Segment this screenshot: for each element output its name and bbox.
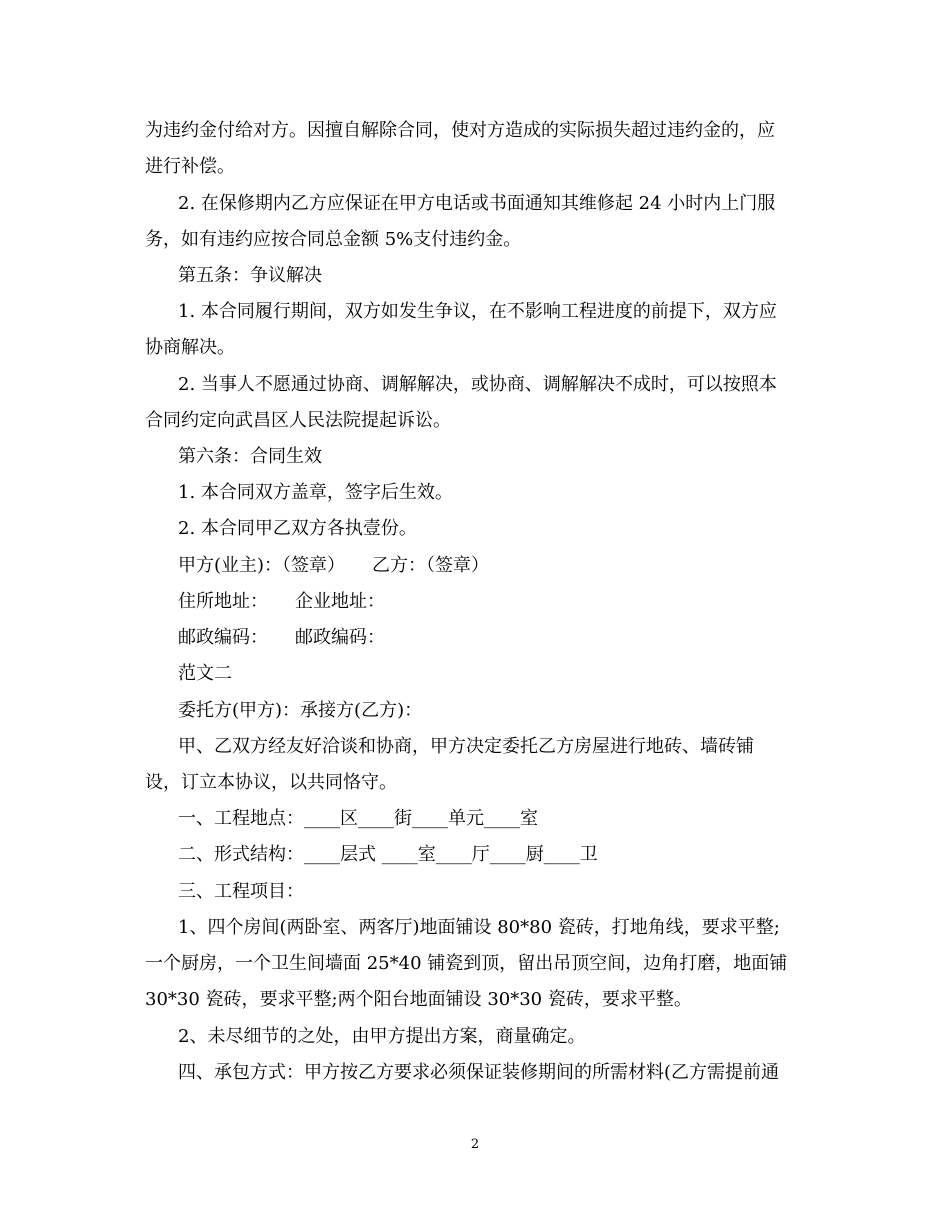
paragraph-line: 四、承包方式：甲方按乙方要求必须保证装修期间的所需材料(乙方需提前通 [178, 1062, 780, 1083]
section-heading: 第六条：合同生效 [178, 446, 322, 467]
parties-line: 委托方(甲方)：承接方(乙方)： [178, 700, 423, 721]
paragraph-line: 为违约金付给对方。因擅自解除合同，使对方造成的实际损失超过违约金的，应 [145, 120, 775, 141]
paragraph-line: 1. 本合同履行期间，双方如发生争议，在不影响工程进度的前提下，双方应 [178, 301, 777, 322]
paragraph-line: 一个厨房，一个卫生间墙面 25*40 铺瓷到顶，留出吊顶空间，边角打磨，地面铺 [145, 953, 788, 974]
paragraph-line: 设，订立本协议，以共同恪守。 [145, 772, 397, 793]
paragraph-line: 1、四个房间(两卧室、两客厅)地面铺设 80*80 瓷砖，打地角线，要求平整; [178, 917, 780, 938]
paragraph-line: 30*30 瓷砖，要求平整;两个阳台地面铺设 30*30 瓷砖，要求平整。 [145, 989, 692, 1010]
section-heading: 三、工程项目： [178, 881, 304, 902]
paragraph-line: 甲、乙双方经友好洽谈和协商，甲方决定委托乙方房屋进行地砖、墙砖铺 [178, 736, 754, 757]
paragraph-line: 2、未尽细节的之处，由甲方提出方案，商量确定。 [178, 1026, 586, 1047]
paragraph-line: 进行补偿。 [145, 156, 235, 177]
paragraph-line: 协商解决。 [145, 337, 235, 358]
section-heading: 第五条：争议解决 [178, 265, 322, 286]
postal-code-line: 邮政编码： 邮政编码： [178, 627, 385, 648]
paragraph-line: 2. 当事人不愿通过协商、调解解决，或协商、调解解决不成时，可以按照本 [178, 374, 777, 395]
project-location-line: 一、工程地点：____区____街____单元____室 [178, 808, 538, 829]
paragraph-line: 1. 本合同双方盖章，签字后生效。 [178, 482, 453, 503]
signature-line: 甲方(业主)：（签章） 乙方：（签章） [178, 555, 490, 576]
sample-heading: 范文二 [178, 663, 232, 684]
paragraph-line: 2. 在保修期内乙方应保证在甲方电话或书面通知其维修起 24 小时内上门服 [178, 193, 776, 214]
page-number: 2 [470, 1137, 480, 1152]
structure-line: 二、形式结构：____层式 ____室____厅____厨____卫 [178, 844, 598, 865]
address-line: 住所地址： 企业地址： [178, 591, 385, 612]
paragraph-line: 2. 本合同甲乙双方各执壹份。 [178, 518, 417, 539]
paragraph-line: 务，如有违约应按合同总金额 5%支付违约金。 [145, 229, 522, 250]
paragraph-line: 合同约定向武昌区人民法院提起诉讼。 [145, 410, 451, 431]
